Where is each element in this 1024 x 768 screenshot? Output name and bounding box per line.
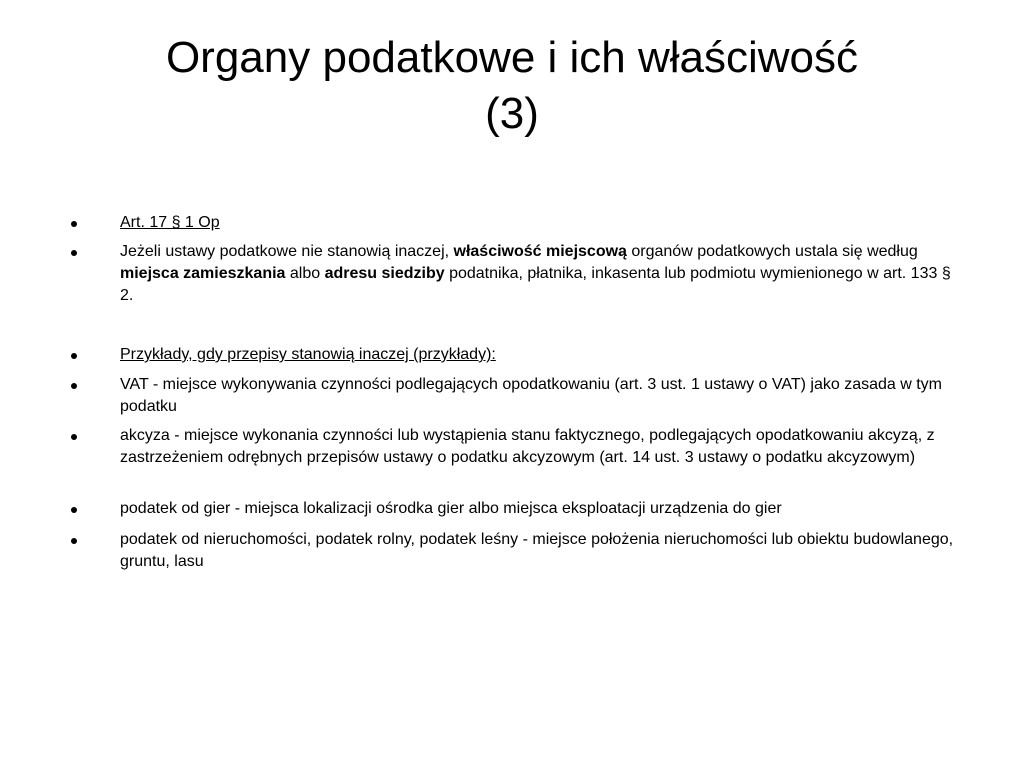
bullet-dot-icon — [71, 538, 77, 544]
rule-text: Jeżeli ustawy podatkowe nie stanowią inaczej, właściwość miejscową organów podatkowych ustala się według miejsca zamieszkania albo adresu siedziby podatnika, płatnika, inkasenta lub podmiotu wymienionego w art. 133 § 2. — [120, 243, 951, 304]
nieruchomosci-text: podatek od nieruchomości, podatek rolny, podatek leśny - miejsce położenia nieruchomości lub obiektu budowlanego, gruntu, lasu — [120, 531, 954, 570]
vat-text: VAT - miejsce wykonywania czynności podlegających opodatkowaniu (art. 3 ust. 1 ustawy o VAT) jako zasada w tym podatku — [120, 376, 942, 415]
bold-term: adresu siedziby — [324, 265, 445, 282]
bold-term: właściwość miejscową — [453, 243, 627, 260]
title-line-2: (3) — [485, 89, 539, 138]
bullet-dot-icon — [71, 353, 77, 359]
bold-term: miejsca zamieszkania — [120, 265, 286, 282]
bullet-dot-icon — [71, 507, 77, 513]
bullet-dot-icon — [71, 434, 77, 440]
akcyza-text: akcyza - miejsce wykonania czynności lub wystąpienia stanu faktycznego, podlegających opodatkowaniu akcyzą, z zastrzeżeniem odrębnych przepisów ustawy o podatku akcyzowym (art. 14 ust. 3 ustawy o podatku akcyzowym) — [120, 427, 935, 466]
gry-text: podatek od gier - miejsca lokalizacji ośrodka gier albo miejsca eksploatacji urządzenia do gier — [120, 500, 782, 517]
examples-heading: Przykłady, gdy przepisy stanowią inaczej (przykłady): — [120, 346, 496, 363]
bullet-dot-icon — [71, 383, 77, 389]
bullet-dot-icon — [71, 221, 77, 227]
title-line-1: Organy podatkowe i ich właściwość — [165, 33, 859, 82]
bullet-dot-icon — [71, 250, 77, 256]
art-reference: Art. 17 § 1 Op — [120, 214, 220, 231]
